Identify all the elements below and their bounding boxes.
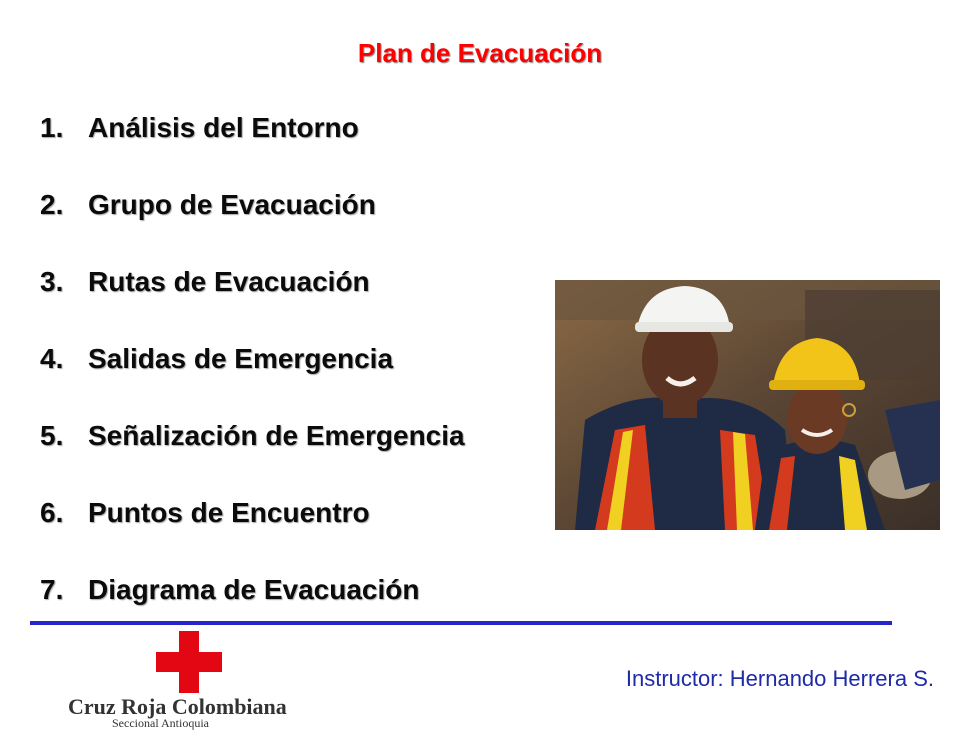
item-text: Puntos de Encuentro [88,497,370,528]
list-item [40,343,465,420]
slide-title: Plan de Evacuación [357,38,603,68]
item-number: 4. [40,343,64,374]
workers-photo [555,280,940,530]
item-text: Diagrama de Evacuación [88,574,420,605]
instructor-credit: Instructor: Hernando Herrera S. [625,666,934,691]
item-number: 1. [40,112,64,143]
item-text: Salidas de Emergencia [88,343,394,374]
divider-line [30,621,892,625]
item-number: 6. [40,497,64,528]
list-item [40,420,465,497]
item-number: 7. [40,574,64,605]
evacuation-plan-list [40,112,465,651]
list-item [40,189,465,266]
list-item [40,574,465,651]
list-item [40,497,465,574]
item-text: Rutas de Evacuación [88,266,370,297]
list-item [40,112,465,189]
organization-logo-text: Cruz Roja Colombiana [68,694,287,719]
item-text: Análisis del Entorno [88,112,359,143]
item-text: Señalización de Emergencia [88,420,465,451]
red-cross-icon [156,631,222,693]
item-text: Grupo de Evacuación [88,189,376,220]
item-number: 3. [40,266,64,297]
item-number: 5. [40,420,64,451]
organization-subtitle: Seccional Antioquia [112,716,209,730]
item-number: 2. [40,189,64,220]
list-item [40,266,465,343]
